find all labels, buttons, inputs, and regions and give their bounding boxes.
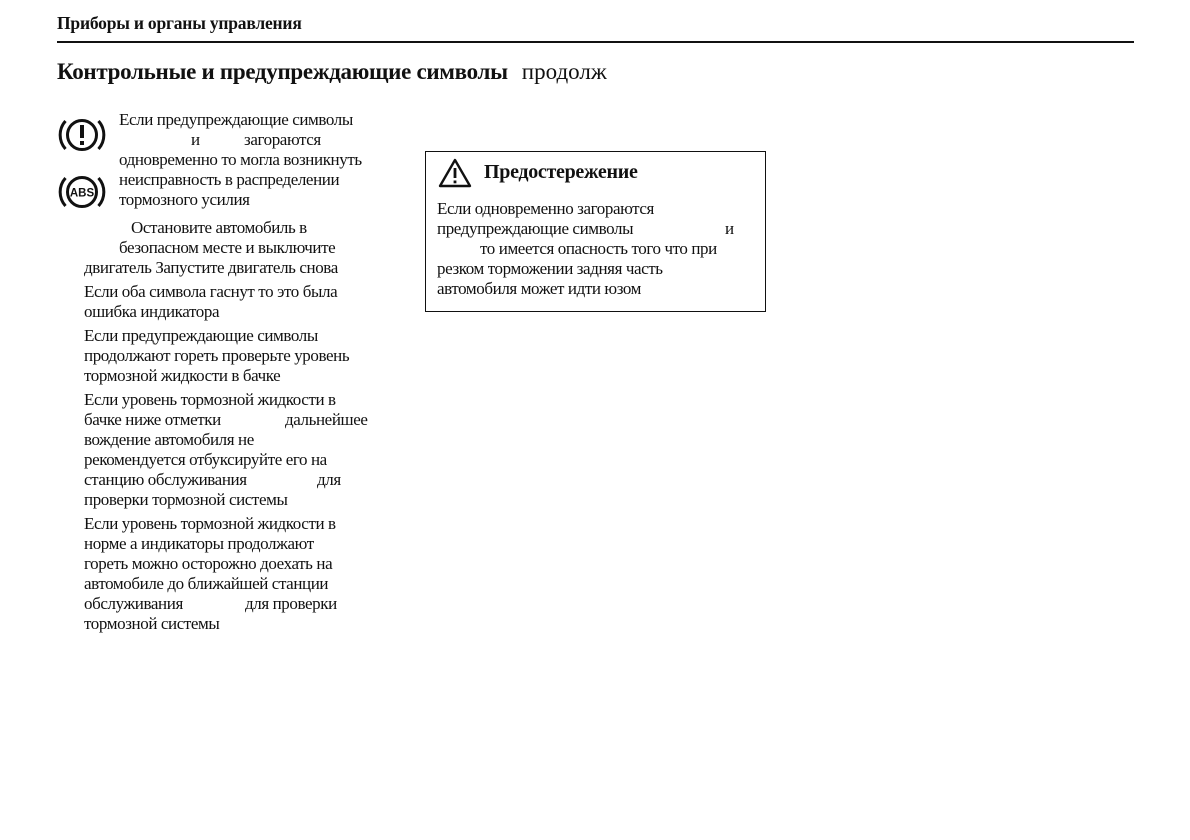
paragraph-line: станцию обслуживания bbox=[84, 470, 247, 489]
caution-line: то имеется опасность того что при bbox=[480, 239, 717, 258]
paragraph-line: гореть можно осторожно доехать на bbox=[84, 554, 333, 573]
paragraph-line: Если предупреждающие символы bbox=[84, 326, 318, 345]
intro-line: тормозного усилия bbox=[119, 190, 250, 209]
paragraph-line: ошибка индикатора bbox=[84, 302, 220, 321]
caution-line: предупреждающие символы bbox=[437, 219, 634, 238]
caution-line: Если одновременно загораются bbox=[437, 199, 654, 218]
caution-title: Предостережение bbox=[484, 161, 638, 183]
paragraph-line: для проверки bbox=[245, 594, 337, 613]
caution-line: и bbox=[725, 219, 734, 238]
abs-icon-label: ABS bbox=[69, 187, 95, 200]
section-header: Приборы и органы управления bbox=[57, 13, 302, 33]
intro-line: загораются bbox=[244, 130, 321, 149]
paragraph-line: проверки тормозной системы bbox=[84, 490, 288, 509]
paragraph-line: для bbox=[317, 470, 341, 489]
paragraph-line: обслуживания bbox=[84, 594, 183, 613]
stop-instruction-line: безопасном месте и выключите bbox=[119, 238, 336, 257]
header-divider bbox=[57, 41, 1134, 43]
intro-line: одновременно то могла возникнуть bbox=[119, 150, 362, 169]
caution-line: автомобиля может идти юзом bbox=[437, 279, 642, 298]
paragraph-line: вождение автомобиля не bbox=[84, 430, 254, 449]
paragraph-line: Если уровень тормозной жидкости в bbox=[84, 514, 336, 533]
paragraph-line: тормозной жидкости в бачке bbox=[84, 366, 281, 385]
page-title-continued: продолж bbox=[521, 59, 607, 84]
paragraph-line: Если оба символа гаснут то это была bbox=[84, 282, 338, 301]
paragraph-line: тормозной системы bbox=[84, 614, 220, 633]
brake-warning-icon bbox=[57, 113, 107, 157]
caution-box bbox=[425, 151, 766, 312]
paragraph-line: бачке ниже отметки bbox=[84, 410, 221, 429]
warning-triangle-icon bbox=[438, 158, 472, 188]
page-title bbox=[57, 59, 607, 85]
intro-line: Если предупреждающие символы bbox=[119, 110, 353, 129]
paragraph-line: норме а индикаторы продолжают bbox=[84, 534, 314, 553]
paragraph-line: Если уровень тормозной жидкости в bbox=[84, 390, 336, 409]
paragraph-line: дальнейшее bbox=[285, 410, 368, 429]
paragraph-line: автомобиле до ближайшей станции bbox=[84, 574, 329, 593]
caution-line: резком торможении задняя часть bbox=[437, 259, 663, 278]
stop-instruction-line: двигатель Запустите двигатель снова bbox=[84, 258, 338, 277]
page-title-text: Контрольные и предупреждающие символы bbox=[57, 59, 508, 84]
stop-instruction-line: Остановите автомобиль в bbox=[131, 218, 307, 237]
abs-warning-icon bbox=[57, 170, 107, 214]
paragraph-line: продолжают гореть проверьте уровень bbox=[84, 346, 350, 365]
paragraph-line: рекомендуется отбуксируйте его на bbox=[84, 450, 327, 469]
intro-line: неисправность в распределении bbox=[119, 170, 340, 189]
intro-line: и bbox=[191, 130, 200, 149]
